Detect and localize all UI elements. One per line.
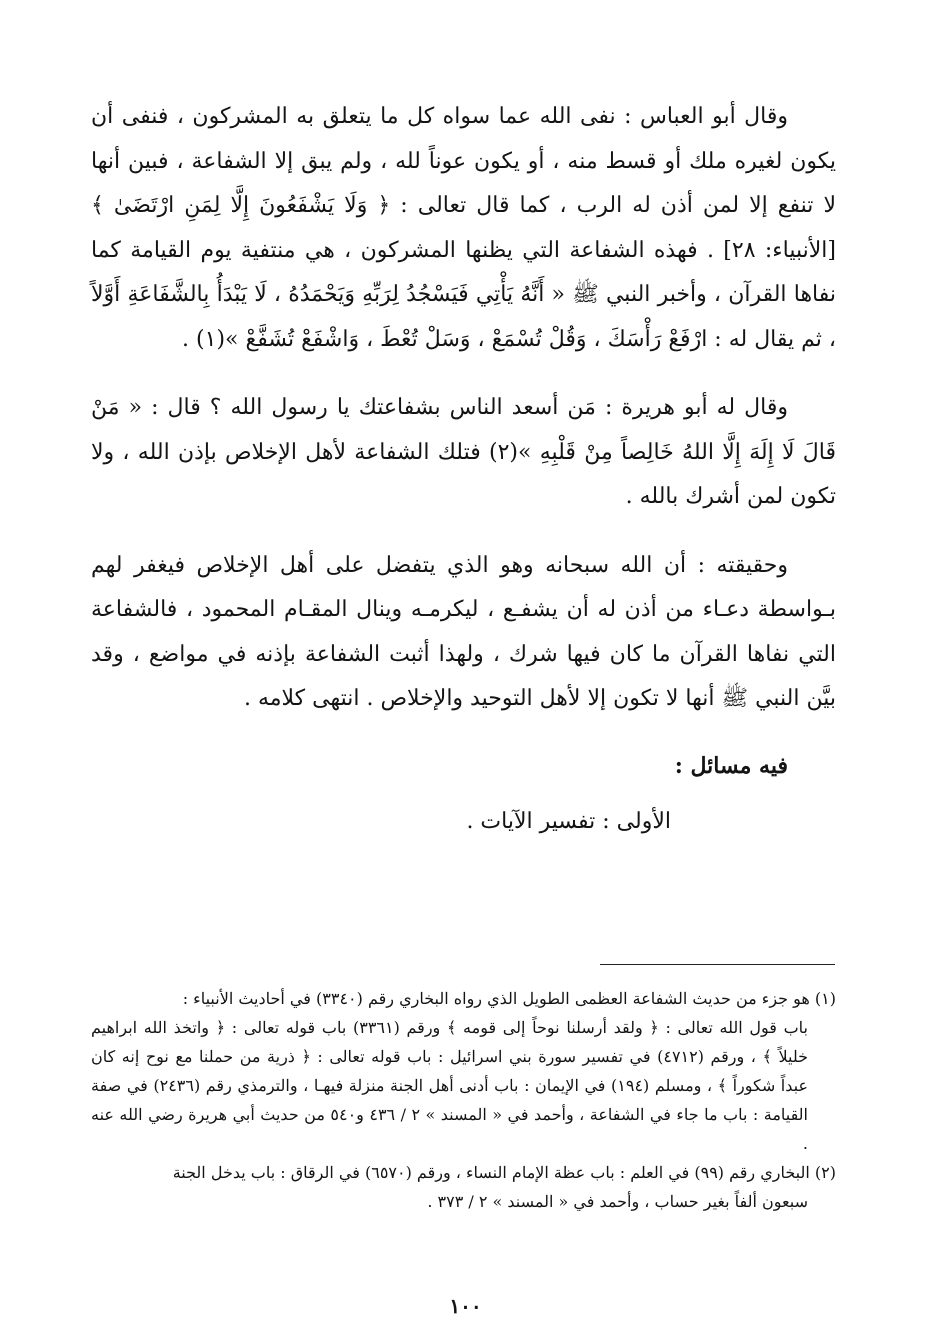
footnote-1-continuation: باب قول الله تعالى : ﴿ ولقد أرسلنا نوحاً إلى قومه ﴾ ورقم (٣٣٦١) باب قوله تعالى : ﴿ واتخذ الله ابراهيم خليلاً ﴾ ، ورقم (٤٧١٢) في تفسير سورة بني اسرائيل : باب قوله تعالى : ﴿ ذرية من حملنا مع نوح إنه كان عبداً شكوراً ﴾ ، ومسلم (١٩٤) في الإيمان : باب أدنى أهل الجنة منزلة فيهـا ، والترمذي رقم (٢٤٣٦) في صفة القيامة : باب ما جاء في الشفاعة ، وأحمد في « المسند » ٢ / ٤٣٦ و٥٤٠ من حديث أبي هريرة رضي الله عنه .: [91, 1018, 809, 1153]
main-text: [91, 95, 836, 845]
issues-heading: فيه مسائل :: [674, 752, 788, 779]
footnote-1-first-line: (١) هو جزء من حديث الشفاعة العظمى الطويل الذي رواه البخاري رقم (٣٣٤٠) في أحاديث الأنبياء :: [182, 989, 836, 1008]
paragraph-abu-hurairah: وقال له أبو هريرة : مَن أسعد الناس بشفاعتك يا رسول الله ؟ قال : « مَنْ قَالَ لَا إِلَهَ إِلَّا اللهُ خَالِصاً مِنْ قَلْبِهِ »(٢) فتلك الشفاعة لأهل الإخلاص بإذن الله ، ولا تكون لمن أشرك بالله .: [91, 395, 836, 509]
paragraph-haqiqatuhu: وحقيقته : أن الله سبحانه وهو الذي يتفضل على أهل الإخلاص فيغفر لهم بـواسطة دعـاء من أذن له أن يشفـع ، ليكرمـه وينال المقـام المحمود ، فالشفاعة التي نفاها القرآن ما كان فيها شرك ، ولهذا أثبت الشفاعة بإذنه في مواضع ، وقد بيَّن النبي ﷺ أنها لا تكون إلا لأهل التوحيد والإخلاص . انتهى كلامه .: [91, 552, 836, 711]
footnote-2-continuation: سبعون ألفاً بغير حساب ، وأحمد في « المسند » ٢ / ٣٧٣ .: [427, 1192, 808, 1211]
footnote-2-first-line: (٢) البخاري رقم (٩٩) في العلم : باب عظة الإمام النساء ، ورقم (٦٥٧٠) في الرقاق : باب يدخل الجنة: [172, 1163, 836, 1182]
paragraph-abu-abbas: وقال أبو العباس : نفى الله عما سواه كل ما يتعلق به المشركون ، فنفى أن يكون لغيره ملك أو قسط منه ، أو يكون عوناً لله ، ولم يبق إلا الشفاعة ، فبين أنها لا تنفع إلا لمن أذن له الرب ، كما قال تعالى : ﴿ وَلَا يَشْفَعُونَ إِلَّا لِمَنِ ارْتَضَىٰ ﴾ [الأنبياء: ٢٨] . فهذه الشفاعة التي يظنها المشركون ، هي منتفية يوم القيامة كما نفاها القرآن ، وأخبر النبي ﷺ « أَنَّهُ يَأْتِي فَيَسْجُدُ لِرَبِّهِ وَيَحْمَدُهُ ، لَا يَبْدَأُ بِالشَّفَاعَةِ أَوَّلاً ، ثم يقال له : ارْفَعْ رَأْسَكَ ، وَقُلْ تُسْمَعْ ، وَسَلْ تُعْطَ ، وَاشْفَعْ تُشَفَّعْ »(١) .: [91, 104, 836, 352]
first-issue: الأولى : تفسير الآيات .: [466, 809, 671, 834]
page-number: ١٠٠: [449, 1294, 482, 1318]
footnote-divider: [600, 964, 835, 965]
footnotes: [91, 984, 836, 1216]
